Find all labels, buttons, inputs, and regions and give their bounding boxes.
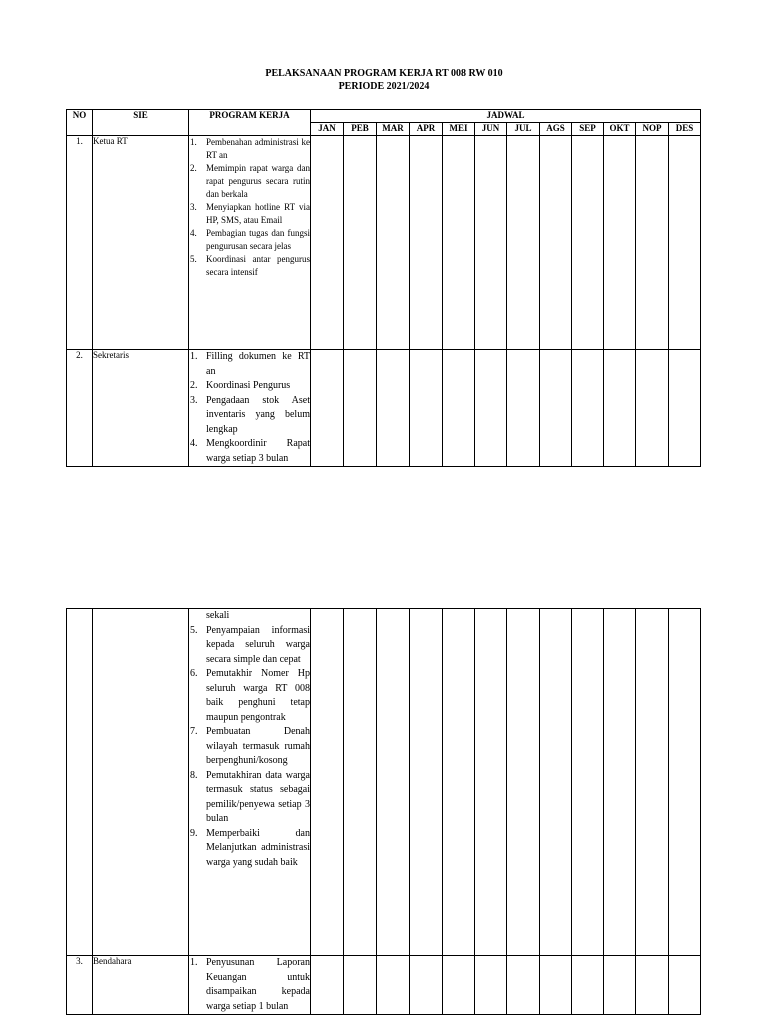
schedule-cell-ags <box>540 350 572 467</box>
month-header-jun: JUN <box>475 123 507 136</box>
schedule-cell-mei <box>443 956 475 1015</box>
program-item-number: 6. <box>190 668 198 679</box>
schedule-cell-okt <box>604 350 636 467</box>
schedule-cell-apr <box>410 609 443 956</box>
schedule-cell-apr <box>410 956 443 1015</box>
month-header-nop: NOP <box>636 123 669 136</box>
program-item <box>189 201 310 227</box>
program-item <box>189 769 310 827</box>
schedule-cell-mar <box>377 136 410 350</box>
program-item-text: Koordinasi antar pengurus secara intensif <box>206 254 310 277</box>
program-item-text: Menyiapkan hotline RT via HP, SMS, atau Email <box>206 202 310 225</box>
row-number: 2. <box>67 350 93 467</box>
program-item-number: 9. <box>190 827 198 839</box>
schedule-cell-sep <box>572 609 604 956</box>
month-header-ags: AGS <box>540 123 572 136</box>
schedule-cell-mar <box>377 609 410 956</box>
program-item-text: Pembenahan administrasi ke RT an <box>206 137 310 160</box>
schedule-cell-jul <box>507 956 540 1015</box>
program-item-number: 3. <box>190 202 197 212</box>
program-item-text: Filling dokumen ke RT an <box>206 351 310 377</box>
schedule-cell-ags <box>540 956 572 1015</box>
program-item-number: 4. <box>190 438 198 449</box>
program-item <box>189 394 310 438</box>
program-item-number: 3. <box>190 394 198 406</box>
program-item <box>189 162 310 201</box>
schedule-cell-nop <box>636 136 669 350</box>
program-item-text: Pemutakhiran data warga termasuk status sebagai pemilik/penyewa setiap 3 bulan <box>206 769 310 824</box>
schedule-cell-peb <box>344 609 377 956</box>
schedule-cell-jun <box>475 350 507 467</box>
schedule-cell-ags <box>540 609 572 956</box>
row-number <box>67 609 93 956</box>
row-number: 1. <box>67 136 93 350</box>
month-header-sep: SEP <box>572 123 604 136</box>
program-item-text: Pembagian tugas dan fungsi pengurusan secara jelas <box>206 228 310 251</box>
schedule-cell-jan <box>311 136 344 350</box>
schedule-cell-jun <box>475 609 507 956</box>
schedule-cell-jan <box>311 609 344 956</box>
schedule-cell-mei <box>443 136 475 350</box>
sie-name: Ketua RT <box>93 136 189 350</box>
program-item-text: Mengkoordinir Rapat warga setiap 3 bulan <box>206 438 310 464</box>
program-item-number: 8. <box>190 769 198 781</box>
table-row <box>67 609 701 956</box>
document-title: PELAKSANAAN PROGRAM KERJA RT 008 RW 010 <box>265 68 503 79</box>
program-item <box>189 350 310 379</box>
schedule-cell-jul <box>507 609 540 956</box>
program-item <box>189 956 310 1014</box>
program-item <box>189 624 310 668</box>
schedule-cell-ags <box>540 136 572 350</box>
schedule-cell-des <box>669 956 701 1015</box>
schedule-cell-mar <box>377 350 410 467</box>
month-header-jan: JAN <box>311 123 344 136</box>
schedule-cell-apr <box>410 136 443 350</box>
schedule-cell-jan <box>311 956 344 1015</box>
continued-text: sekali <box>206 610 230 621</box>
document-period: PERIODE 2021/2024 <box>338 81 430 92</box>
program-item-text: Penyampaian informasi kepada seluruh warga secara simple dan cepat <box>206 624 310 665</box>
program-list <box>189 136 311 350</box>
program-item-number: 1. <box>190 137 197 147</box>
header-program: PROGRAM KERJA <box>189 110 311 136</box>
program-item <box>189 667 310 725</box>
program-item-text: Koordinasi Pengurus <box>206 380 291 391</box>
program-item <box>189 379 310 394</box>
sie-name: Sekretaris <box>93 350 189 467</box>
schedule-cell-sep <box>572 956 604 1015</box>
schedule-cell-okt <box>604 956 636 1015</box>
row-number: 3. <box>67 956 93 1015</box>
schedule-table-page-2 <box>66 608 701 1015</box>
schedule-cell-jul <box>507 350 540 467</box>
program-item-number: 5. <box>190 254 197 264</box>
schedule-cell-peb <box>344 956 377 1015</box>
program-item <box>189 437 310 466</box>
schedule-cell-jul <box>507 136 540 350</box>
schedule-cell-mar <box>377 956 410 1015</box>
schedule-cell-sep <box>572 136 604 350</box>
schedule-cell-des <box>669 136 701 350</box>
schedule-cell-okt <box>604 136 636 350</box>
month-header-mei: MEI <box>443 123 475 136</box>
program-item-number: 4. <box>190 228 197 238</box>
program-item <box>189 827 310 871</box>
program-list <box>189 350 311 467</box>
schedule-cell-okt <box>604 609 636 956</box>
schedule-cell-des <box>669 350 701 467</box>
schedule-cell-peb <box>344 350 377 467</box>
program-item-text: Memimpin rapat warga dan rapat pengurus secara rutin dan berkala <box>206 163 310 199</box>
program-item-text: Pemutakhir Nomer Hp seluruh warga RT 008 baik penghuni tetap maupun pengontrak <box>206 668 310 723</box>
program-item-text: Pembuatan Denah wilayah termasuk rumah berpenghuni/kosong <box>206 726 310 766</box>
program-item-number: 1. <box>190 351 198 362</box>
schedule-cell-peb <box>344 136 377 350</box>
schedule-cell-mei <box>443 350 475 467</box>
header-no: NO <box>67 110 93 136</box>
program-item-text: Pengadaan stok Aset inventaris yang belum lengkap <box>206 394 310 435</box>
table-row <box>67 350 701 467</box>
month-header-des: DES <box>669 123 701 136</box>
program-item-number: 2. <box>190 163 197 173</box>
schedule-cell-sep <box>572 350 604 467</box>
sie-name: Bendahara <box>93 956 189 1015</box>
schedule-table-page-1 <box>66 109 701 467</box>
schedule-cell-apr <box>410 350 443 467</box>
month-header-jul: JUL <box>507 123 540 136</box>
program-item <box>189 253 310 279</box>
program-item-number: 5. <box>190 624 198 636</box>
month-header-peb: PEB <box>344 123 377 136</box>
header-sie: SIE <box>93 110 189 136</box>
schedule-cell-nop <box>636 350 669 467</box>
schedule-cell-jun <box>475 956 507 1015</box>
program-item-number: 2. <box>190 380 198 391</box>
program-item <box>189 227 310 253</box>
program-item-text: Memperbaiki dan Melanjutkan administrasi warga yang sudah baik <box>206 827 310 868</box>
program-list <box>189 609 311 956</box>
program-item-number: 1. <box>190 957 198 968</box>
month-header-mar: MAR <box>377 123 410 136</box>
month-header-okt: OKT <box>604 123 636 136</box>
program-item <box>189 136 310 162</box>
program-list <box>189 956 311 1015</box>
program-item-number: 7. <box>190 726 198 737</box>
table-row <box>67 136 701 350</box>
schedule-cell-nop <box>636 956 669 1015</box>
table-row <box>67 956 701 1015</box>
program-item <box>189 725 310 769</box>
schedule-cell-des <box>669 609 701 956</box>
schedule-cell-nop <box>636 609 669 956</box>
schedule-cell-jun <box>475 136 507 350</box>
month-header-apr: APR <box>410 123 443 136</box>
schedule-cell-jan <box>311 350 344 467</box>
sie-name <box>93 609 189 956</box>
header-jadwal: JADWAL <box>311 110 701 123</box>
program-item-text: Penyusunan Laporan Keuangan untuk disampaikan kepada warga setiap 1 bulan <box>206 957 310 1012</box>
schedule-cell-mei <box>443 609 475 956</box>
